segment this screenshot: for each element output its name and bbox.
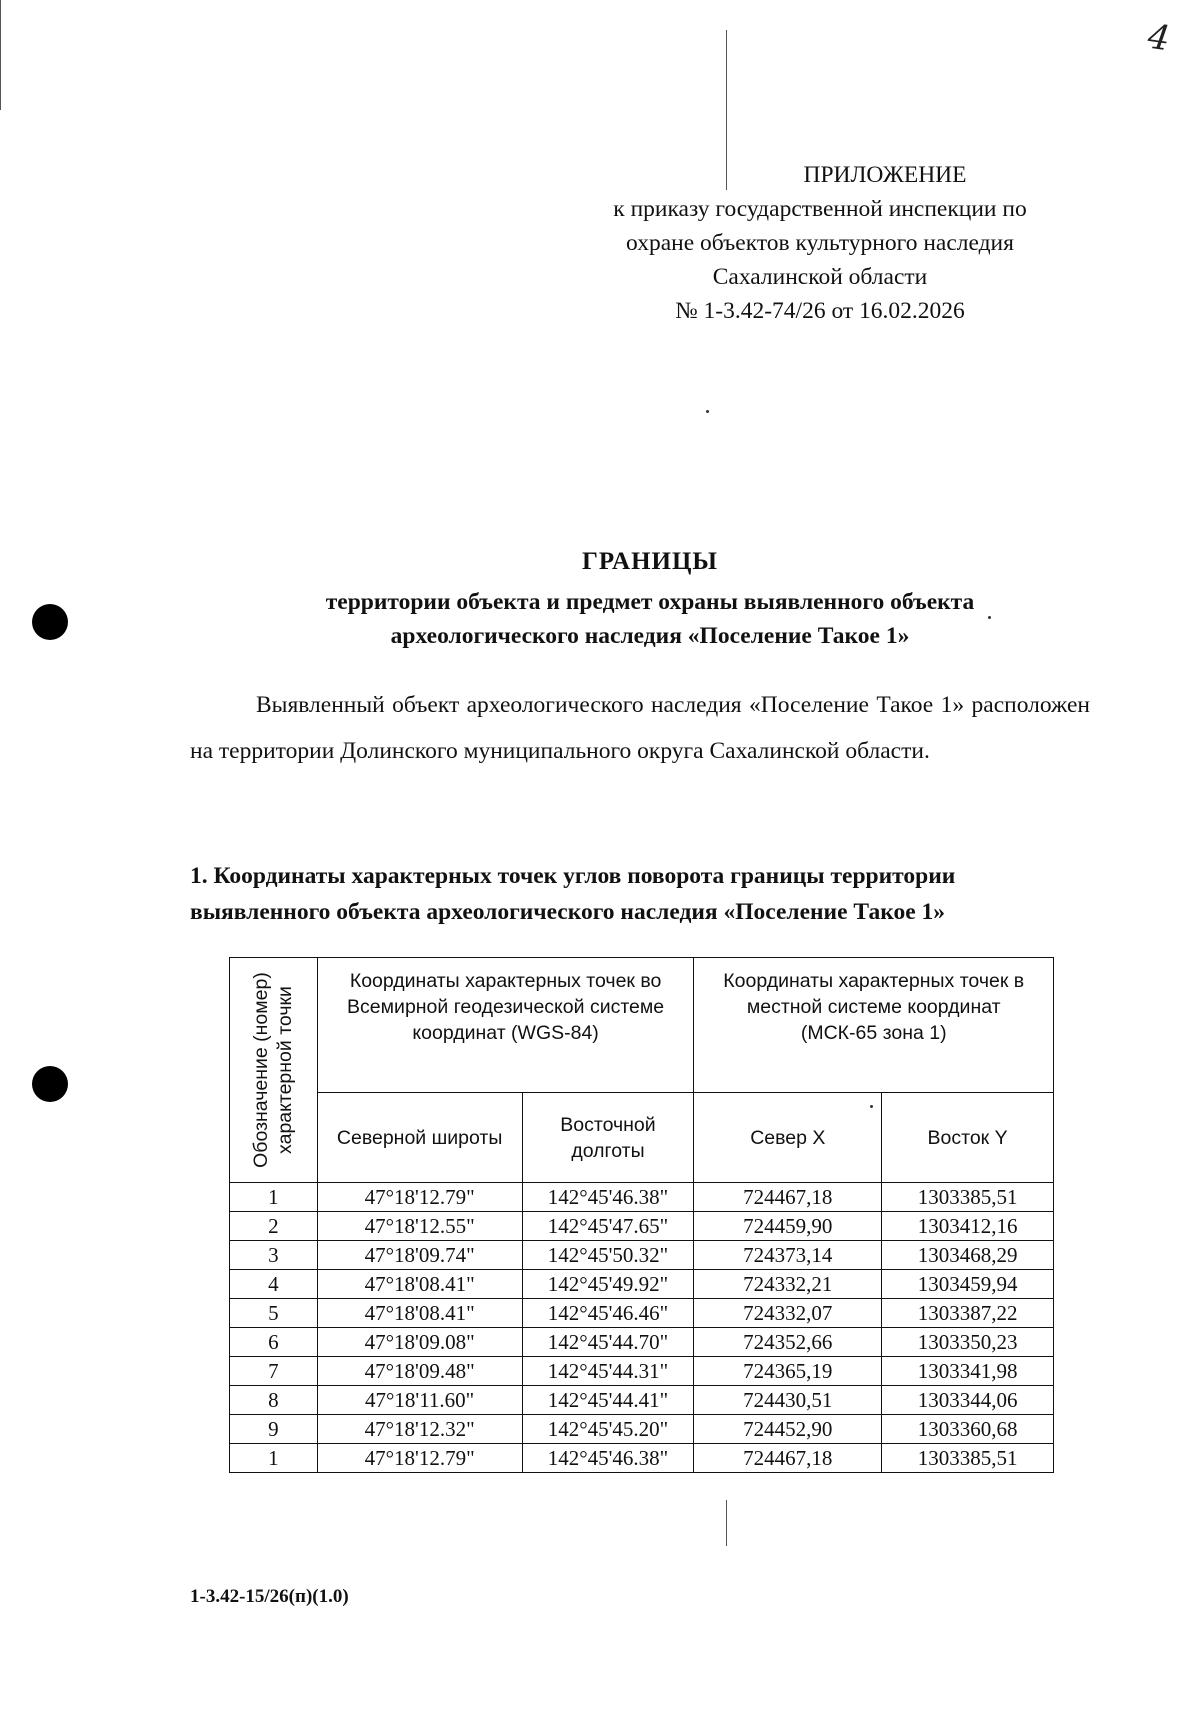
cell-lat: 47°18'12.55" — [317, 1212, 522, 1241]
cell-lat: 47°18'12.32" — [317, 1415, 522, 1444]
cell-point: 2 — [230, 1212, 318, 1241]
cell-point: 9 — [230, 1415, 318, 1444]
document-heading — [190, 545, 1110, 653]
table-row — [230, 1328, 1054, 1357]
coordinates-table — [229, 957, 1054, 1473]
cell-y: 1303385,51 — [882, 1183, 1054, 1212]
page-number: 4 — [1145, 16, 1173, 60]
cell-y: 1303412,16 — [882, 1212, 1054, 1241]
cell-y: 1303350,23 — [882, 1328, 1054, 1357]
header-y: Восток Y — [882, 1093, 1054, 1183]
paragraph-text: Выявленный объект археологического наследия «Поселение Такое 1» расположен на территории Долинского муниципального округа Сахалинской области. — [190, 692, 1090, 764]
cell-lon: 142°45'50.32" — [522, 1241, 694, 1270]
cell-lon: 142°45'44.41" — [522, 1386, 694, 1415]
table-row — [230, 1212, 1054, 1241]
section-title: 1. Координаты характерных точек углов поворота границы территории выявленного объекта археологического наследия «Поселение Такое 1» — [190, 863, 956, 925]
cell-point: 8 — [230, 1386, 318, 1415]
cell-x: 724373,14 — [694, 1241, 882, 1270]
cell-x: 724430,51 — [694, 1386, 882, 1415]
appendix-line: к приказу государственной инспекции по — [613, 196, 1027, 222]
header-x: Север X — [694, 1093, 882, 1183]
cell-y: 1303385,51 — [882, 1444, 1054, 1473]
table-row — [230, 1270, 1054, 1299]
appendix-line: охране объектов культурного наследия — [626, 230, 1014, 256]
appendix-title: ПРИЛОЖЕНИЕ — [803, 162, 967, 188]
cell-point: 6 — [230, 1328, 318, 1357]
table-row — [230, 1183, 1054, 1212]
scan-line — [726, 1500, 727, 1546]
cell-lat: 47°18'09.74" — [317, 1241, 522, 1270]
cell-point: 1 — [230, 1444, 318, 1473]
header-wgs: Координаты характерных точек во Всемирной геодезической системе координат (WGS-84) — [317, 958, 694, 1093]
header-msk: Координаты характерных точек в местной системе координат (МСК-65 зона 1) — [694, 958, 1054, 1093]
cell-point: 5 — [230, 1299, 318, 1328]
heading-line: археологического наследия «Поселение Такое 1» — [390, 623, 910, 649]
appendix-order-number: № 1-3.42-74/26 от 16.02.2026 — [675, 298, 965, 324]
cell-x: 724467,18 — [694, 1444, 882, 1473]
cell-point: 4 — [230, 1270, 318, 1299]
cell-lon: 142°45'45.20" — [522, 1415, 694, 1444]
table-body — [230, 1183, 1054, 1473]
header-point: Обозначение (номер) характерной точки — [230, 958, 318, 1183]
cell-lon: 142°45'46.38" — [522, 1183, 694, 1212]
cell-y: 1303468,29 — [882, 1241, 1054, 1270]
cell-lon: 142°45'47.65" — [522, 1212, 694, 1241]
cell-point: 1 — [230, 1183, 318, 1212]
cell-x: 724352,66 — [694, 1328, 882, 1357]
cell-lon: 142°45'46.46" — [522, 1299, 694, 1328]
cell-lon: 142°45'44.31" — [522, 1357, 694, 1386]
cell-point: 3 — [230, 1241, 318, 1270]
heading-main: ГРАНИЦЫ — [582, 548, 718, 575]
header-lon: Восточной долготы — [522, 1093, 694, 1183]
punch-hole — [32, 604, 68, 640]
cell-x: 724332,07 — [694, 1299, 882, 1328]
table-row — [230, 1444, 1054, 1473]
cell-lon: 142°45'44.70" — [522, 1328, 694, 1357]
speck — [706, 410, 709, 413]
table-row — [230, 1299, 1054, 1328]
cell-lat: 47°18'08.41" — [317, 1270, 522, 1299]
location-paragraph — [190, 682, 1090, 774]
table-row — [230, 1415, 1054, 1444]
punch-hole — [32, 1066, 68, 1102]
cell-x: 724332,21 — [694, 1270, 882, 1299]
header-lat: Северной широты — [317, 1093, 522, 1183]
cell-point: 7 — [230, 1357, 318, 1386]
cell-lat: 47°18'09.48" — [317, 1357, 522, 1386]
document-code: 1-3.42-15/26(п)(1.0) — [190, 1586, 349, 1607]
cell-lat: 47°18'11.60" — [317, 1386, 522, 1415]
table-row — [230, 1357, 1054, 1386]
cell-x: 724365,19 — [694, 1357, 882, 1386]
appendix-block — [540, 158, 1100, 328]
cell-y: 1303360,68 — [882, 1415, 1054, 1444]
table-row — [230, 1386, 1054, 1415]
cell-x: 724452,90 — [694, 1415, 882, 1444]
cell-y: 1303459,94 — [882, 1270, 1054, 1299]
cell-x: 724467,18 — [694, 1183, 882, 1212]
cell-lat: 47°18'09.08" — [317, 1328, 522, 1357]
table-row — [230, 1241, 1054, 1270]
cell-x: 724459,90 — [694, 1212, 882, 1241]
scan-edge — [0, 0, 1, 110]
cell-y: 1303387,22 — [882, 1299, 1054, 1328]
appendix-line: Сахалинской области — [712, 264, 928, 290]
cell-lon: 142°45'46.38" — [522, 1444, 694, 1473]
cell-lon: 142°45'49.92" — [522, 1270, 694, 1299]
cell-lat: 47°18'08.41" — [317, 1299, 522, 1328]
cell-y: 1303344,06 — [882, 1386, 1054, 1415]
cell-lat: 47°18'12.79" — [317, 1183, 522, 1212]
cell-y: 1303341,98 — [882, 1357, 1054, 1386]
heading-line: территории объекта и предмет охраны выявленного объекта — [325, 589, 975, 615]
cell-lat: 47°18'12.79" — [317, 1444, 522, 1473]
